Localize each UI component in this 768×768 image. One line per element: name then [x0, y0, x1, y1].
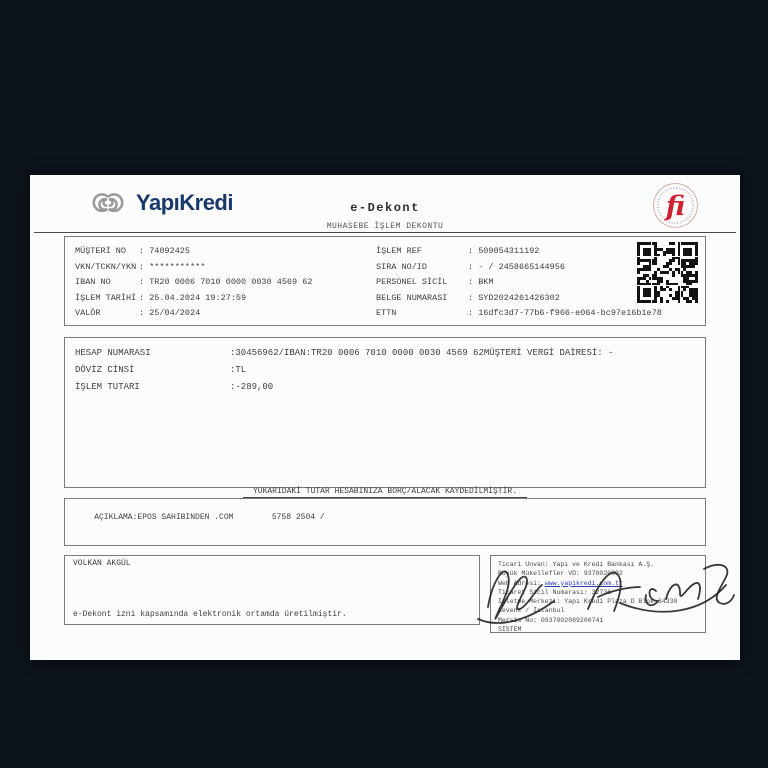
field-label: PERSONEL SİCİL — [376, 277, 448, 287]
brand-wordmark: YapıKredi — [136, 190, 233, 215]
field-label: İŞLEM TARİHİ — [75, 292, 137, 303]
bank-legal-box — [490, 555, 706, 633]
field-row — [376, 260, 662, 276]
bank-mersis: Mersis No: 0937002089200741 — [498, 616, 604, 624]
field-value: : *********** — [139, 261, 206, 272]
field-row — [75, 379, 695, 396]
bank-headquarters: İşletme Merkezi: Yapı Kredi Plaza D Blok 34330 — [498, 598, 678, 606]
field-row — [75, 244, 312, 260]
bank-city: Levent / İstanbul — [498, 607, 565, 615]
field-row — [376, 275, 662, 291]
info-right-column — [376, 244, 662, 322]
description-text: AÇIKLAMA:EPOS SAHIBINDEN .COM 5758 2504 / — [94, 513, 325, 522]
field-value: : 509054311192 — [468, 246, 540, 256]
field-value: :-289,00 — [230, 382, 274, 392]
bank-trade-name: Ticari Unvan: Yapı ve Kredi Bankası A.Ş. — [498, 561, 655, 568]
field-label: IBAN NO — [75, 277, 111, 287]
bank-system-label: SİSTEM — [498, 626, 522, 634]
field-label: DÖVİZ CİNSİ — [75, 365, 135, 375]
field-label: SIRA NO/ID — [376, 261, 428, 272]
info-left-column — [75, 244, 312, 322]
field-value: : 25.04.2024 19:27:59 — [139, 292, 247, 303]
field-row — [75, 275, 312, 291]
document-subtitle: MUHASEBE İŞLEM DEKONTU — [326, 222, 444, 231]
field-row — [376, 244, 662, 260]
bank-website-link[interactable]: www.yapikredi.com.tr — [544, 579, 623, 587]
transaction-info-box — [64, 236, 706, 326]
field-label: İŞLEM REF — [376, 246, 422, 256]
bank-tax-office: Büyük Mükellefler VD: 9370020892 — [498, 570, 623, 578]
qr-code — [637, 242, 697, 302]
field-value: : 16dfc3d7-77b6-f966-e064-bc97e16b1e78 — [468, 308, 662, 318]
credit-note: YUKARIDAKİ TUTAR HESABINIZA BORÇ/ALACAK KAYDEDİLMİŞTİR. — [30, 487, 740, 496]
field-value: : - / 2458665144956 — [468, 261, 565, 272]
gib-seal-icon — [652, 182, 699, 229]
field-row — [75, 260, 312, 276]
field-value: : 25/04/2024 — [139, 308, 201, 318]
bank-trade-registry: Ticaret Sicil Numarası: 32736 — [498, 588, 612, 596]
edekont-footnote: e-Dekont izni kapsamında elektronik ortamda üretilmiştir. — [73, 610, 347, 619]
field-value: : BKM — [468, 277, 494, 287]
bank-web-line — [498, 579, 698, 588]
field-row — [376, 291, 662, 307]
field-label: BELGE NUMARASI — [376, 292, 448, 303]
account-box — [64, 337, 706, 488]
field-label: VALÖR — [75, 308, 101, 318]
field-label: VKN/TCKN/YKN — [75, 261, 137, 272]
field-row — [376, 306, 662, 322]
web-label: Web Adresi: — [498, 579, 545, 587]
field-value: : TR20 0006 7010 0000 0030 4569 62 — [139, 277, 313, 287]
description-box — [64, 498, 706, 546]
field-row — [75, 345, 695, 362]
customer-name: VOLKAN AKGÜL — [73, 559, 131, 568]
field-row — [75, 362, 695, 379]
header-divider — [34, 232, 736, 233]
field-value: :TL — [230, 365, 247, 375]
customer-box — [64, 555, 480, 625]
document-title: e-Dekont — [350, 201, 420, 215]
e-dekont-document — [30, 175, 740, 660]
field-value: : 74092425 — [139, 246, 191, 256]
field-row — [75, 306, 312, 322]
field-label: HESAP NUMARASI — [75, 348, 151, 358]
seal-glyph: fi — [665, 191, 686, 223]
field-label: MÜŞTERİ NO — [75, 246, 127, 256]
field-label: ETTN — [376, 308, 397, 318]
field-value: : SYD2024261426302 — [468, 292, 560, 303]
field-row — [75, 291, 312, 307]
field-value: :30456962/IBAN:TR20 0006 7010 0000 0030 4569 62MÜŞTERİ VERGİ DAİRESİ: - — [230, 348, 614, 358]
field-label: İŞLEM TUTARI — [75, 382, 140, 392]
